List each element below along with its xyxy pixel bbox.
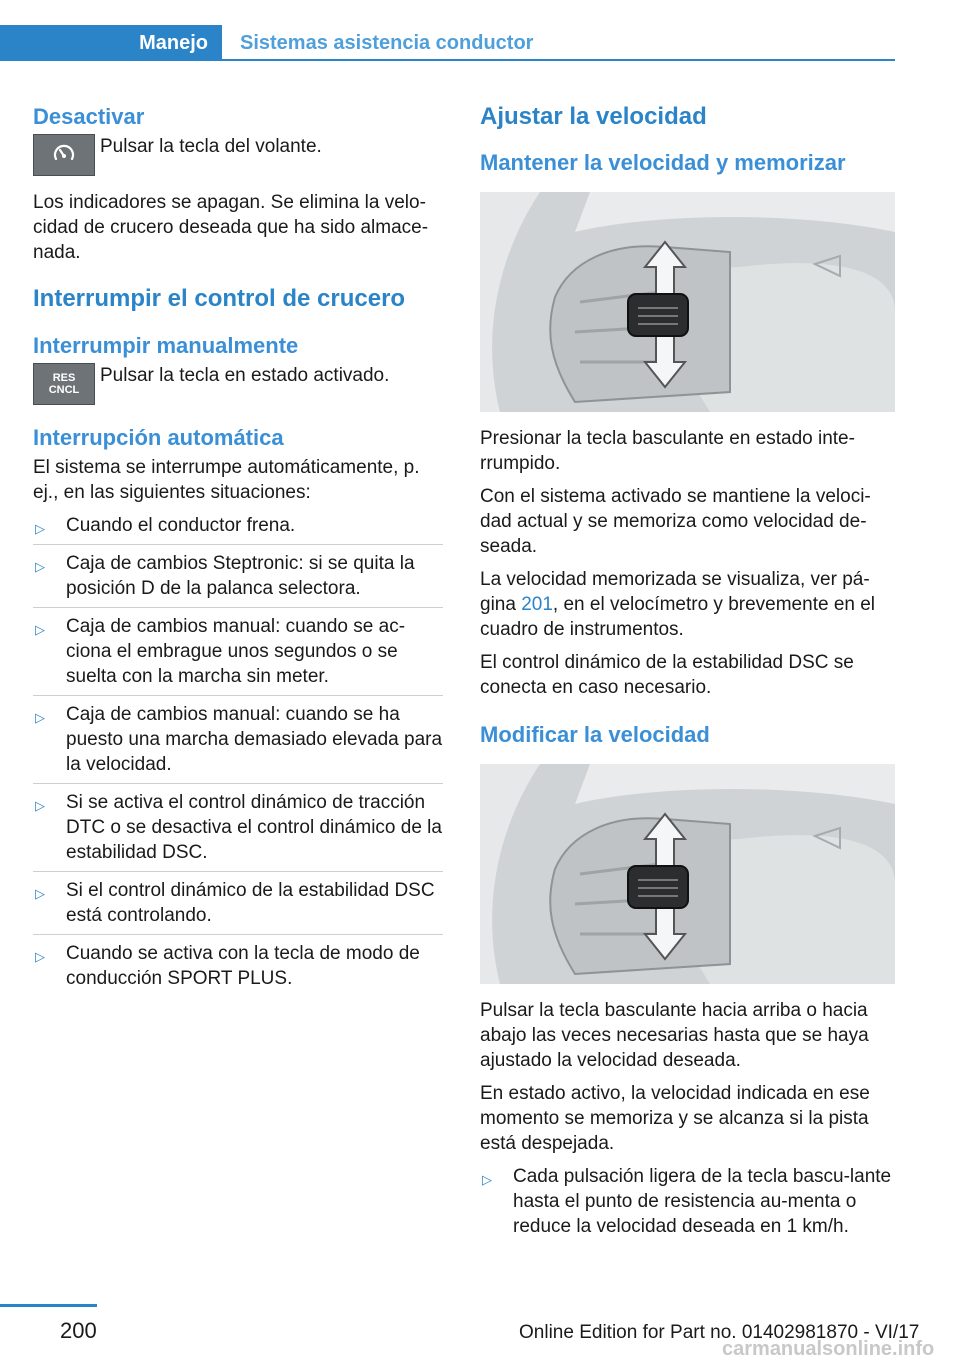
page-link[interactable]: 201	[521, 594, 553, 615]
keep-p1: Presionar la tecla basculante en estado inte-rrumpido.	[480, 428, 855, 474]
list-item: ▷ Caja de cambios Steptronic: si se quita la posición D de la palanca selectora.	[33, 551, 443, 608]
footer-line	[0, 1304, 97, 1307]
list-item: ▷ Si el control dinámico de la estabilidad DSC está controlando.	[33, 878, 443, 935]
keep-p4: El control dinámico de la estabilidad DSC se conecta en caso necesario.	[480, 652, 854, 698]
list-item: ▷ Cada pulsación ligera de la tecla bascu-lante hasta el punto de resistencia au-menta o reduce la velocidad deseada en 1 km/h.	[482, 1166, 892, 1237]
manual-key-row	[33, 363, 443, 407]
desactivar-body: Los indicadores se apagan. Se elimina la velo-cidad de crucero deseada que ha sido almace-nada.	[33, 192, 429, 263]
list-item: ▷ Cuando el conductor frena.	[33, 513, 443, 545]
steering-wheel-image	[480, 192, 895, 412]
triangle-bullet-icon: ▷	[35, 559, 45, 574]
keep-p2: Con el sistema activado se mantiene la veloci-dad actual y se memoriza como velocidad de-seada.	[480, 486, 871, 557]
interrumpir-heading: Interrumpir el control de crucero	[33, 285, 406, 312]
modify-p2: En estado activo, la velocidad indicada en ese momento se memoriza y se alcanza si la pista está despejada.	[480, 1083, 870, 1154]
manual-heading: Interrumpir manualmente	[33, 333, 299, 358]
list-item: ▷ Si se activa el control dinámico de tracción DTC o se desactiva el control dinámico de la estabilidad DSC.	[33, 790, 443, 872]
tab-manejo[interactable]: Manejo	[0, 25, 222, 61]
desactivar-key-row	[33, 134, 443, 178]
ajustar-heading: Ajustar la velocidad	[480, 103, 707, 130]
triangle-bullet-icon: ▷	[35, 622, 45, 637]
manual-key-text: Pulsar la tecla en estado activado.	[100, 365, 390, 386]
header-divider	[0, 59, 895, 61]
watermark-text: carmanualsonline.info	[722, 1338, 935, 1360]
keep-p3: La velocidad memorizada se visualiza, ver pá-gina 201, en el velocímetro y brevemente en el cuadro de instrumentos.	[480, 569, 876, 640]
right-column	[480, 100, 895, 1239]
left-column	[33, 100, 443, 991]
modify-heading: Modificar la velocidad	[480, 722, 710, 747]
modify-list	[480, 1164, 895, 1239]
auto-list	[33, 513, 443, 991]
triangle-bullet-icon: ▷	[35, 521, 45, 536]
list-item: ▷ Caja de cambios manual: cuando se ha puesto una marcha demasiado elevada para la velocidad.	[33, 702, 443, 784]
desactivar-heading: Desactivar	[33, 104, 145, 129]
triangle-bullet-icon: ▷	[482, 1172, 492, 1187]
triangle-bullet-icon: ▷	[35, 886, 45, 901]
list-item: ▷ Cuando se activa con la tecla de modo de conducción SPORT PLUS.	[35, 943, 420, 989]
page-number: 200	[60, 1318, 97, 1343]
auto-heading: Interrupción automática	[33, 425, 284, 450]
steering-wheel-image-2	[480, 764, 895, 984]
triangle-bullet-icon: ▷	[35, 710, 45, 725]
desactivar-key-text: Pulsar la tecla del volante.	[100, 136, 322, 157]
keep-heading: Mantener la velocidad y memorizar	[480, 150, 846, 175]
auto-intro: El sistema se interrumpe automáticamente, p. ej., en las siguientes situaciones:	[33, 457, 420, 503]
modify-p1: Pulsar la tecla basculante hacia arriba o hacia abajo las veces necesarias hasta que se haya ajustado la velocidad deseada.	[480, 1000, 869, 1071]
cruise-control-icon	[33, 134, 95, 176]
header-bar	[0, 25, 895, 61]
triangle-bullet-icon: ▷	[35, 949, 45, 964]
res-cncl-icon: RES CNCL	[33, 363, 95, 405]
triangle-bullet-icon: ▷	[35, 798, 45, 813]
tab-sistemas-asistencia[interactable]: Sistemas asistencia conductor	[240, 32, 534, 54]
edition-text: Online Edition for Part no. 01402981870 - VI/17	[519, 1322, 920, 1343]
list-item: ▷ Caja de cambios manual: cuando se ac-ciona el embrague unos segundos o se suelta con la marcha sin meter.	[33, 614, 443, 696]
